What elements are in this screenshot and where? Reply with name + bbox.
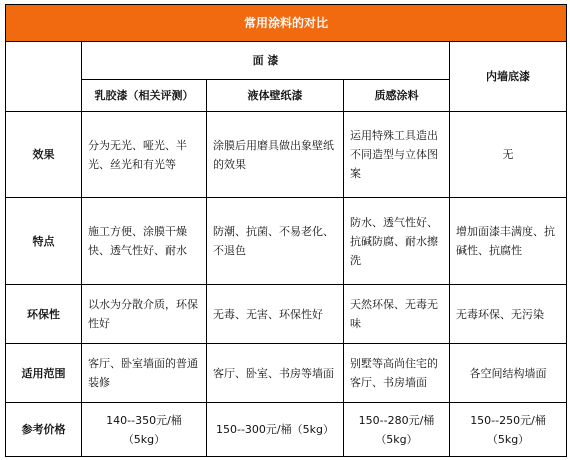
row-label-features: 特点: [6, 198, 82, 285]
table-row: [6, 198, 567, 285]
comparison-table: [5, 4, 567, 457]
table-cell: 无毒环保、无污染: [450, 285, 567, 344]
base-coat-header: 内墙底漆: [450, 42, 567, 112]
table-row: [6, 344, 567, 403]
table-cell: 施工方便、涂膜干燥快、透气性好、耐水: [82, 198, 207, 285]
table-row: [6, 112, 567, 198]
column-header-latex: 乳胶漆（相关评测）: [82, 80, 207, 112]
table-cell: 150--250元/桶（5kg）: [450, 403, 567, 457]
table-cell: 天然环保、无毒无味: [344, 285, 450, 344]
table-cell: 客厅、卧室、书房等墙面: [207, 344, 344, 403]
row-label-effect: 效果: [6, 112, 82, 198]
table-cell: 客厅、卧室墙面的普通装修: [82, 344, 207, 403]
table-cell: 以水为分散介质，环保性好: [82, 285, 207, 344]
table-cell: 运用特殊工具造出不同造型与立体图案: [344, 112, 450, 198]
row-label-scope: 适用范围: [6, 344, 82, 403]
table-row: [6, 285, 567, 344]
table-title: 常用涂料的对比: [6, 5, 567, 42]
table-cell: 150--300元/桶（5kg）: [207, 403, 344, 457]
column-header-texture-coating: 质感涂料: [344, 80, 450, 112]
table-cell: 别墅等高尚住宅的客厅、书房墙面: [344, 344, 450, 403]
group-header-row: [6, 42, 567, 80]
table-cell: 增加面漆丰满度、抗碱性、抗腐性: [450, 198, 567, 285]
table-cell: 150--280元/桶（5kg）: [344, 403, 450, 457]
corner-cell: [6, 42, 82, 112]
table-cell: 防潮、抗菌、不易老化、不退色: [207, 198, 344, 285]
table-cell: 各空间结构墙面: [450, 344, 567, 403]
title-row: [6, 5, 567, 42]
row-label-eco: 环保性: [6, 285, 82, 344]
table-cell: 分为无光、哑光、半光、丝光和有光等: [82, 112, 207, 198]
table-cell: 防水、透气性好、抗碱防腐、耐水擦洗: [344, 198, 450, 285]
table-cell: 无: [450, 112, 567, 198]
table-row: [6, 403, 567, 457]
topcoat-group-header: 面 漆: [82, 42, 450, 80]
table-cell: 140--350元/桶（5kg）: [82, 403, 207, 457]
column-header-liquid-wallpaper: 液体壁纸漆: [207, 80, 344, 112]
table-cell: 涂膜后用磨具做出象壁纸的效果: [207, 112, 344, 198]
row-label-price: 参考价格: [6, 403, 82, 457]
table-cell: 无毒、无害、环保性好: [207, 285, 344, 344]
